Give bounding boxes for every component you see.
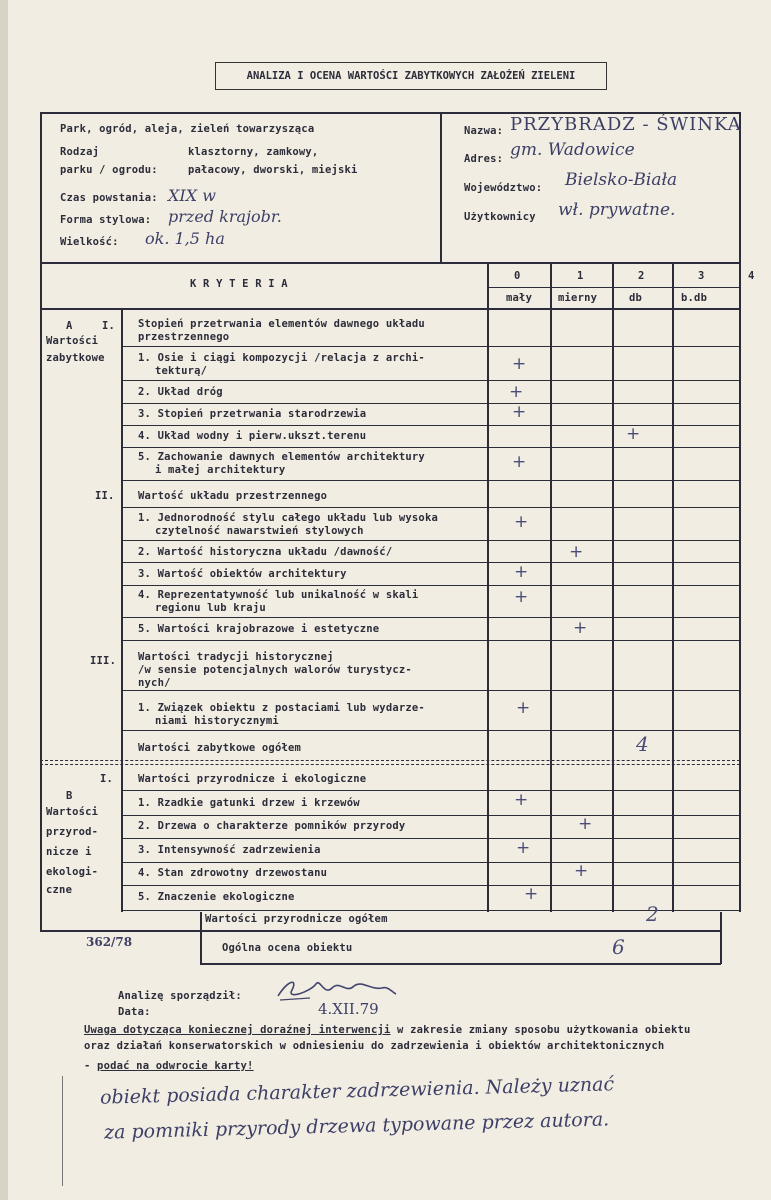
section-b-title-2: przyrod- <box>46 826 99 838</box>
rating-mark: + <box>569 542 584 562</box>
rodzaj-label: Rodzaj <box>60 146 100 158</box>
row-sep <box>121 838 740 839</box>
row-sep <box>121 885 740 886</box>
row-sep <box>121 730 740 731</box>
section-b-code: B <box>66 790 73 802</box>
criterion-a2-4-cont: regionu lub kraju <box>155 602 266 614</box>
criterion-a2-1: 1. Jednorodność stylu całego układu lub wysoka <box>138 512 438 524</box>
section-divider <box>40 760 740 761</box>
criterion-b-4: 4. Stan zdrowotny drzewostanu <box>138 867 328 879</box>
czas-value: XIX w <box>168 186 216 205</box>
row-sep <box>121 790 740 791</box>
rating-mark: + <box>514 562 529 582</box>
scale-label-1: mierny <box>558 292 598 304</box>
scale-num-1: 1 <box>577 270 584 282</box>
note-underlined: Uwaga dotycząca koniecznej doraźnej interwencji <box>84 1024 391 1036</box>
criterion-a1-1-cont: tekturą/ <box>155 365 208 377</box>
criterion-b-2: 2. Drzewa o charakterze pomników przyrody <box>138 820 406 832</box>
rodzaj-options-2: pałacowy, dworski, miejski <box>188 164 358 176</box>
handwritten-note-2: za pomniki przyrody drzewa typowane przez autora. <box>103 1108 610 1144</box>
subheading-a2: Wartość układu przestrzennego <box>138 490 328 502</box>
row-sep <box>121 507 740 508</box>
criterion-a3-1: 1. Związek obiektu z postaciami lub wydarze- <box>138 702 425 714</box>
wielkosc-value: ok. 1,5 ha <box>145 229 225 248</box>
note-reverse: podać na odwrocie karty! <box>97 1060 254 1072</box>
handwritten-note-1: obiekt posiada charakter zadrzewienia. Należy uznać <box>99 1073 615 1109</box>
row-sep <box>121 562 740 563</box>
criterion-a2-4: 4. Reprezentatywność lub unikalność w skali <box>138 589 419 601</box>
rating-mark: + <box>514 512 529 532</box>
note-line-1 <box>84 1024 691 1036</box>
section-a-title-1: Wartości <box>46 335 99 347</box>
criterion-b-1: 1. Rzadkie gatunki drzew i krzewów <box>138 797 360 809</box>
criterion-a1-4: 4. Układ wodny i pierw.ukszt.terenu <box>138 430 367 442</box>
rating-mark: + <box>512 402 527 422</box>
criterion-a1-2: 2. Układ dróg <box>138 386 223 398</box>
row-sep <box>121 640 740 641</box>
row-sep <box>121 346 740 347</box>
row-sep <box>121 815 740 816</box>
section-b-total-label: Wartości przyrodnicze ogółem <box>205 913 388 925</box>
section-b-title-3: nicze i <box>46 846 92 858</box>
scale-num-3: 3 <box>698 270 705 282</box>
rating-mark: + <box>626 424 641 444</box>
rating-mark: + <box>512 452 527 472</box>
subheading-a3-line1: Wartości tradycji historycznej <box>138 651 334 663</box>
criterion-a1-5: 5. Zachowanie dawnych elementów architektury <box>138 451 425 463</box>
col-line-left <box>121 308 123 912</box>
scale-label-2: db <box>629 292 643 304</box>
subheading-a1-line1: Stopień przetrwania elementów dawnego układu <box>138 318 425 330</box>
criterion-a1-5-cont: i małej architektury <box>155 464 286 476</box>
criterion-a3-1-cont: niami historycznymi <box>155 715 279 727</box>
criterion-b-5: 5. Znaczenie ekologiczne <box>138 891 295 903</box>
nazwa-value: PRZYBRADZ - ŚWINKA <box>510 114 742 135</box>
scale-num-4: 4 <box>748 270 755 282</box>
footer-margin-line <box>62 1076 63 1186</box>
rating-mark: + <box>578 814 593 834</box>
wojewodztwo-value: Bielsko-Biała <box>565 170 678 190</box>
section-a-total-value: 4 <box>636 732 649 756</box>
object-type-line: Park, ogród, aleja, zieleń towarzysząca <box>60 123 315 135</box>
section-a-total-label: Wartości zabytkowe ogółem <box>138 742 302 754</box>
row-sep <box>121 540 740 541</box>
header-vsplit <box>440 112 442 262</box>
section-a-title-2: zabytkowe <box>46 352 105 364</box>
criterion-a1-1: 1. Osie i ciągi kompozycji /relacja z archi- <box>138 352 425 364</box>
overall-box-right <box>720 912 722 964</box>
scale-num-0: 0 <box>514 270 521 282</box>
criterion-b-3: 3. Intensywność zadrzewienia <box>138 844 321 856</box>
criteria-label: K R Y T E R I A <box>190 278 288 290</box>
scale-label-0: mały <box>506 292 533 304</box>
subheading-a1-line2: przestrzennego <box>138 331 230 343</box>
scale-num-2: 2 <box>638 270 645 282</box>
parku-label: parku / ogrodu: <box>60 164 158 176</box>
scale-mid <box>487 287 740 288</box>
overall-value: 6 <box>612 935 625 959</box>
row-sep <box>121 690 740 691</box>
criterion-a2-5: 5. Wartości krajobrazowe i estetyczne <box>138 623 380 635</box>
rating-mark: + <box>524 884 539 904</box>
nazwa-label: Nazwa: <box>464 125 504 137</box>
subheading-a3-line3: nych/ <box>138 677 171 689</box>
section-a-roman: I. <box>102 320 116 332</box>
rodzaj-options-1: klasztorny, zamkowy, <box>188 146 319 158</box>
adres-label: Adres: <box>464 153 504 165</box>
row-sep <box>121 480 740 481</box>
wojewodztwo-label: Województwo: <box>464 182 543 194</box>
section-a-roman-2: II. <box>95 490 115 502</box>
rating-mark: + <box>516 838 531 858</box>
row-sep <box>121 862 740 863</box>
wielkosc-label: Wielkość: <box>60 236 119 248</box>
criterion-a2-3: 3. Wartość obiektów architektury <box>138 568 347 580</box>
forma-value: przed krajobr. <box>168 207 282 226</box>
criteria-bottom <box>40 308 740 310</box>
rating-mark: + <box>574 861 589 881</box>
date-value: 4.XII.79 <box>318 1000 379 1018</box>
section-b-title-1: Wartości <box>46 806 99 818</box>
section-b-total-value: 2 <box>646 902 659 926</box>
rating-mark: + <box>512 354 527 374</box>
row-sep <box>121 585 740 586</box>
paper-margin <box>0 0 8 1200</box>
overall-box-left <box>200 912 202 964</box>
row-sep <box>121 425 740 426</box>
row-sep <box>121 447 740 448</box>
rating-mark: + <box>514 587 529 607</box>
forma-label: Forma stylowa: <box>60 214 152 226</box>
criterion-a2-1-cont: czytelność nawarstwień stylowych <box>155 525 364 537</box>
section-b-title-4: ekologi- <box>46 866 99 878</box>
section-divider-2 <box>40 764 740 765</box>
rating-mark: + <box>514 790 529 810</box>
note-rest: w zakresie zmiany sposobu użytkowania obiektu <box>390 1024 691 1036</box>
uzytkownicy-label: Użytkownicy <box>464 211 536 223</box>
criterion-a2-2: 2. Wartość historyczna układu /dawność/ <box>138 546 393 558</box>
row-sep <box>121 617 740 618</box>
uzytkownicy-value: wł. prywatne. <box>558 200 676 220</box>
subheading-b1: Wartości przyrodnicze i ekologiczne <box>138 773 367 785</box>
note-line-3: - podać na odwrocie karty! <box>84 1060 254 1072</box>
overall-box-bottom <box>200 963 721 965</box>
czas-label: Czas powstania: <box>60 192 158 204</box>
section-b-title-5: czne <box>46 884 73 896</box>
reference-number: 362/78 <box>86 935 133 949</box>
row-sep <box>121 380 740 381</box>
section-a-code: A <box>66 320 73 332</box>
note-line-2: oraz działań konserwatorskich w odniesieniu do zadrzewienia i obiektów architektonicznych <box>84 1040 665 1052</box>
frame-right <box>739 112 741 912</box>
section-a-roman-3: III. <box>90 655 117 667</box>
subheading-a3-line2: /w sensie potencjalnych walorów turystycz- <box>138 664 412 676</box>
rating-mark: + <box>573 618 588 638</box>
adres-value: gm. Wadowice <box>510 140 635 160</box>
form-title: ANALIZA I OCENA WARTOŚCI ZABYTKOWYCH ZAŁOŻEŃ ZIELENI <box>215 62 607 90</box>
data-label: Data: <box>118 1006 151 1018</box>
frame-left <box>40 112 42 930</box>
overall-label: Ogólna ocena obiektu <box>222 942 353 954</box>
rating-mark: + <box>509 382 524 402</box>
scale-label-3: b.db <box>681 292 708 304</box>
header-bottom <box>40 262 740 264</box>
rating-mark: + <box>516 698 531 718</box>
section-b-roman: I. <box>100 773 114 785</box>
criterion-a1-3: 3. Stopień przetrwania starodrzewia <box>138 408 367 420</box>
analiza-label: Analizę sporządził: <box>118 990 242 1002</box>
row-sep <box>121 403 740 404</box>
frame-bottom-a <box>40 930 720 932</box>
